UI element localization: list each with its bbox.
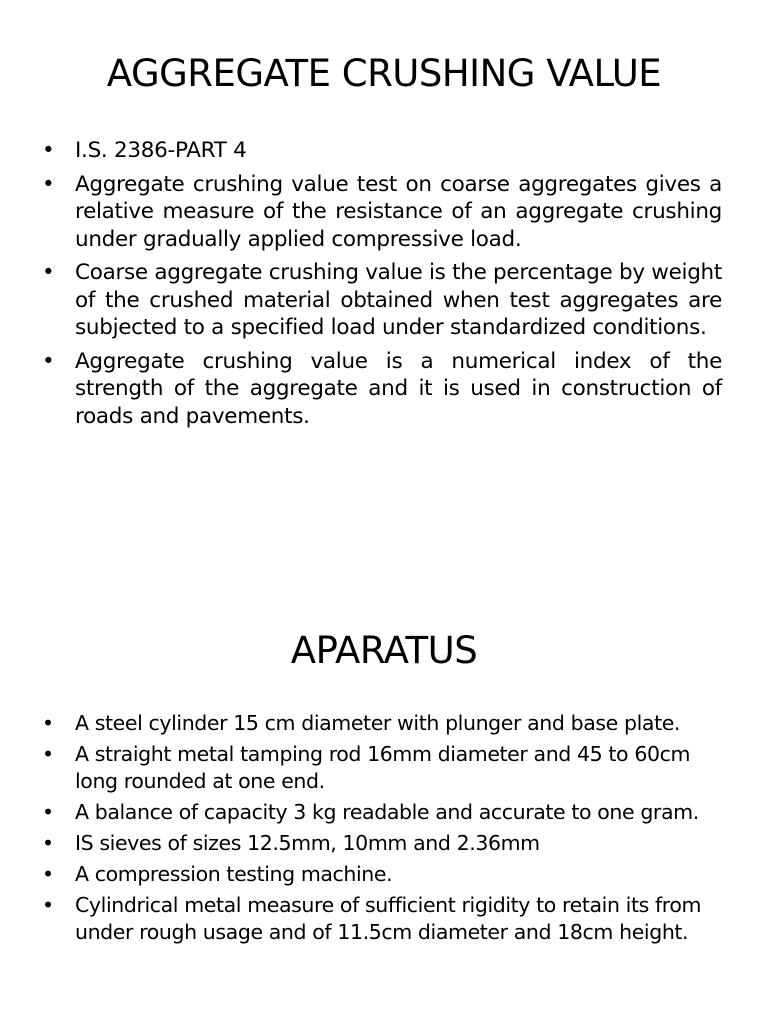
bullet-text: A steel cylinder 15 cm diameter with plunger and base plate. — [75, 711, 681, 735]
bullet-text: Aggregate crushing value test on coarse aggregates gives a relative measure of the resistance of an aggregate crushing under gradually applied compressive load. — [75, 171, 722, 252]
bullet-icon: • — [42, 171, 55, 197]
bullet-text: Coarse aggregate crushing value is the percentage by weight of the crushed material obtained when test aggregates are subjected to a specified load under standardized conditions. — [75, 260, 722, 340]
bullet-item — [42, 861, 722, 888]
slide-title: AGGREGATE CRUSHING VALUE — [106, 52, 662, 95]
bullet-list — [42, 710, 722, 950]
bullet-icon: • — [42, 831, 54, 855]
bullet-item — [42, 830, 722, 857]
bullet-text: IS sieves of sizes 12.5mm, 10mm and 2.36mm — [75, 831, 540, 855]
bullet-icon: • — [42, 893, 54, 917]
bullet-icon: • — [42, 742, 54, 766]
bullet-icon: • — [42, 260, 55, 285]
bullet-item — [42, 137, 722, 165]
bullet-text: Cylindrical metal measure of sufficient rigidity to retain its from under rough usage and of 11.5cm diameter and 18cm height. — [75, 893, 702, 944]
bullet-item — [42, 741, 722, 795]
bullet-text: I.S. 2386-PART 4 — [75, 138, 247, 163]
bullet-text: A balance of capacity 3 kg readable and accurate to one gram. — [75, 800, 699, 824]
bullet-list — [42, 137, 722, 436]
bullet-icon: • — [42, 138, 55, 163]
bullet-text: Aggregate crushing value is a numerical index of the strength of the aggregate and it is used in construction of roads and pavements. — [75, 348, 722, 429]
slide-title: APARATUS — [290, 629, 478, 672]
bullet-icon: • — [42, 800, 54, 824]
bullet-text: A compression testing machine. — [75, 862, 393, 886]
bullet-item — [42, 348, 722, 431]
bullet-icon: • — [42, 862, 54, 886]
bullet-item — [42, 710, 722, 737]
bullet-item — [42, 259, 722, 342]
bullet-icon: • — [42, 348, 55, 374]
bullet-item — [42, 799, 722, 826]
bullet-item — [42, 892, 722, 946]
bullet-icon: • — [42, 711, 54, 735]
bullet-item — [42, 171, 722, 254]
slide-apparatus — [0, 560, 768, 1024]
bullet-text: A straight metal tamping rod 16mm diameter and 45 to 60cm long rounded at one end. — [75, 742, 691, 793]
